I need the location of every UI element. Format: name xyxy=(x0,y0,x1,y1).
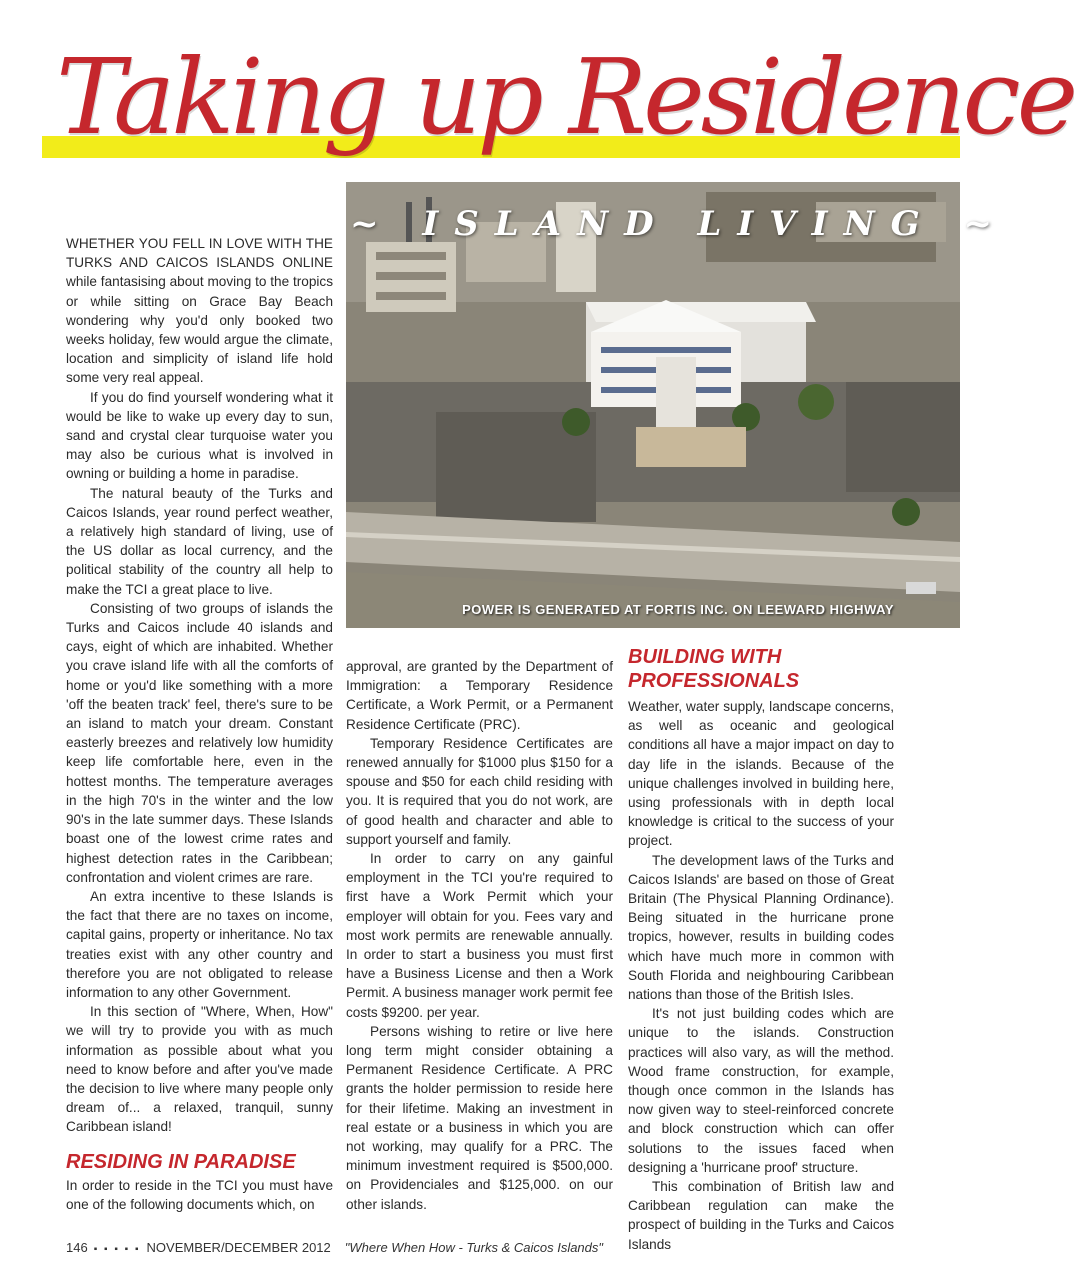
issue-date: NOVEMBER/DECEMBER 2012 xyxy=(146,1240,331,1255)
article-paragraph: This combination of British law and Caribbean regulation can make the prospect of building in the Turks and Caicos Islands xyxy=(628,1179,894,1252)
page-footer xyxy=(66,1240,766,1255)
lead-in: WHETHER YOU FELL IN LOVE WITH THE TURKS AND CAICOS ISLANDS ONLINE xyxy=(66,236,333,271)
article-paragraph: Weather, water supply, landscape concerns, as well as oceanic and geological conditions all have a major impact on day to day life in the islands. Because of the unique challenges involved in building here, using professionals with in depth local knowledge is critical to the success of your project. xyxy=(628,699,894,849)
article-paragraph: The natural beauty of the Turks and Caicos Islands, year round perfect weather, a relatively high standard of living, use of the US dollar as local currency, and the political stability of the country all help to make the TCI a great place to live. xyxy=(66,485,333,597)
article-column-2 xyxy=(346,657,613,1214)
article-paragraph xyxy=(66,234,333,388)
article-column-1 xyxy=(66,234,333,1137)
article-paragraph: In order to carry on any gainful employment in the TCI you're required to first have a Work Permit which your employer will obtain for you. Fees vary and most work permits are renewable annually. In order to start a business you must first have a Business License and then a Work Permit. A business manager work permit fee costs $9200. per year. xyxy=(346,851,613,1020)
page-number: 146 xyxy=(66,1240,88,1255)
article-paragraph: In order to reside in the TCI you must have one of the following documents which, on xyxy=(66,1178,333,1213)
heading-building-with-professionals: BUILDING WITH PROFESSIONALS xyxy=(628,646,800,692)
page-title: Taking up Residence xyxy=(56,36,1074,158)
section-kicker: ~ ISLAND LIVING ~ xyxy=(350,204,1009,244)
paragraph-text: while fantasising about moving to the tropics or while sitting on Grace Bay Beach wondering why you'd only booked two weeks holiday, few would argue the climate, location and simplicity of island life hold some very real appeal. xyxy=(66,274,333,386)
article-paragraph: It's not just building codes which are unique to the islands. Construction practices will also vary, as will the method. Wood frame construction, for example, though once common in the Islands has now given way to steel-reinforced concrete and block construction which can offer solutions to the issues faced when designing a 'hurricane proof' structure. xyxy=(628,1006,894,1175)
article-column-3 xyxy=(628,697,894,1254)
article-paragraph: approval, are granted by the Department of Immigration: a Temporary Residence Certificate, a Work Permit, or a Permanent Residence Certificate (PRC). xyxy=(346,659,613,732)
magazine-name: "Where When How - Turks & Caicos Islands" xyxy=(344,1240,604,1255)
article-paragraph: Temporary Residence Certificates are renewed annually for $1000 plus $150 for a spouse and $50 for each child residing with you. It is required that you do not work, are of good health and character and able to support yourself and family. xyxy=(346,735,613,847)
heading-residing-in-paradise: RESIDING IN PARADISE xyxy=(66,1151,296,1173)
footer-dots: ▪ ▪ ▪ ▪ ▪ xyxy=(93,1244,141,1255)
article-paragraph: In this section of "Where, When, How" we will try to provide you with as much information as possible about what you need to know before and after you've made the decision to live where many people only dream of... a relaxed, tranquil, sunny Caribbean island! xyxy=(66,1004,333,1135)
article-paragraph: An extra incentive to these Islands is the fact that there are no taxes on income, capital gains, property or inheritance. No tax treaties exist with any other country and therefore you are not obligated to release information to any other Government. xyxy=(66,888,333,1000)
residing-section xyxy=(66,1176,333,1214)
photo-caption: POWER IS GENERATED AT FORTIS INC. ON LEEWARD HIGHWAY xyxy=(462,602,894,617)
article-paragraph: The development laws of the Turks and Caicos Islands' are based on those of Great Britain (The Physical Planning Ordinance). Being situated in the hurricane prone tropics, however, results in building codes which have much more in common with South Florida and neighbouring Caribbean nations than those of the British Isles. xyxy=(628,852,894,1003)
article-paragraph: Persons wishing to retire or live here long term might consider obtaining a Permanent Residence Certificate. A PRC grants the holder permission to reside here for their lifetime. Making an investment in real estate or a business in which you are not working, may qualify for a PRC. The minimum investment required is $500,000. on Providenciales and $125,000. on our other islands. xyxy=(346,1023,613,1212)
article-paragraph: If you do find yourself wondering what it would be like to wake up every day to sun, sand and crystal clear turquoise water you may also be curious what is involved in owning or building a home in paradise. xyxy=(66,389,333,482)
aerial-photo xyxy=(346,182,1009,628)
article-paragraph: Consisting of two groups of islands the Turks and Caicos include 40 islands and cays, eight of which are inhabited. Whether you crave island life with all the comforts of home or you'd like something with a more 'off the beaten track' feel, there's sure to be an island to match your dream. Constant easterly breezes and relatively low humidity keep life comfortable here, even in the hottest months. The temperature averages in the high 70's in the winter and the low 90's in the late summer days. These Islands boast one of the lowest crime rates and highest detection rates in the Caribbean; confrontation and violent crimes are rare. xyxy=(66,600,333,885)
